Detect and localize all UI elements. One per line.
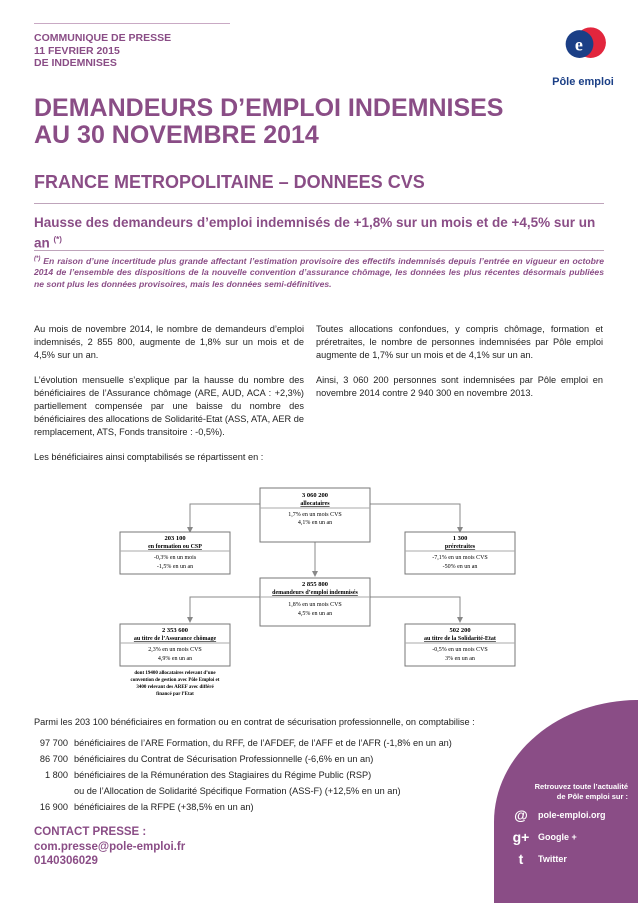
node-value: 3 060 200 bbox=[302, 492, 328, 499]
paragraph: Ainsi, 3 060 200 personnes sont indemnisées par Pôle emploi en novembre 2014 contre 2 940 300 en novembre 2013. bbox=[316, 375, 603, 398]
node-year: 4,1% en un an bbox=[297, 520, 333, 526]
link-label: Twitter bbox=[538, 854, 567, 864]
top-rule bbox=[34, 23, 230, 24]
headline-footnote-mark: (*) bbox=[53, 235, 62, 244]
node-month: -0,5% en un mois CVS bbox=[432, 647, 488, 653]
node-month: -0,3% en un mois bbox=[153, 555, 197, 561]
node-label: au titre de la Solidarité-Etat bbox=[424, 636, 496, 642]
press-contact bbox=[34, 825, 185, 869]
footnote-text: En raison d’une incertitude plus grande affectant l’estimation provisoire des effectifs indemnisés depuis l’entrée en vigueur en octobre 2014 de l’ensemble des dispositions de la nouvelle convention d’assurance chômage, les données les plus récentes désormais publiées ne sont plus les données provisoires, mais les données semi-définitives. bbox=[34, 255, 604, 289]
item-count: 97 700 bbox=[39, 738, 68, 748]
link-label: pole-emploi.org bbox=[538, 810, 606, 820]
box-preretraites bbox=[405, 532, 515, 574]
node-label: préretraites bbox=[444, 544, 476, 550]
node-value: 2 855 800 bbox=[302, 581, 328, 588]
press-header bbox=[34, 32, 171, 70]
item-text: bénéficiaires du Contrat de Sécurisation Professionnelle (-6,6% en un an) bbox=[74, 754, 374, 764]
footnote-line: convention de gestion avec Pôle Emploi et bbox=[130, 678, 220, 683]
paragraph: Toutes allocations confondues, y compris chômage, formation et préretraites, le nombre de personnes indemnisées par Pôle emploi augmente de 1,7% sur un mois et de 4,1% sur un an. bbox=[316, 324, 603, 360]
item-text: bénéficiaires de la Rémunération des Stagiaires du Régime Public (RSP) bbox=[74, 770, 372, 780]
body-left-column bbox=[34, 323, 304, 464]
sidebar-title-line: Retrouvez toute l’actualité bbox=[534, 782, 628, 791]
node-year: -1,5% en un an bbox=[156, 564, 194, 570]
node-month: -7,1% en un mois CVS bbox=[432, 555, 488, 561]
node-year: 4,9% en un an bbox=[157, 656, 193, 662]
item-count: 16 900 bbox=[39, 802, 68, 812]
node-year: -50% en un an bbox=[442, 564, 478, 570]
footnote bbox=[34, 254, 604, 290]
footnote-line: dont 19400 allocataires relevant d’une bbox=[134, 671, 216, 676]
footnote-line: 3400 relevant des AREF avec différé bbox=[136, 685, 214, 690]
node-year: 3% en un an bbox=[445, 656, 475, 662]
node-month: 1,8% en un mois CVS bbox=[288, 602, 342, 608]
item-text: bénéficiaires de l’ARE Formation, du RFF, de l’AFDEF, de l’AFF et de l’AFR (-1,8% en un an) bbox=[74, 738, 452, 748]
breakdown-intro: Parmi les 203 100 bénéficiaires en formation ou en contrat de sécurisation professionnelle, on comptabilise : bbox=[34, 717, 475, 727]
doc-type: COMMUNIQUE DE PRESSE bbox=[34, 32, 172, 44]
page-title bbox=[34, 95, 614, 149]
breakdown-diagram bbox=[110, 482, 540, 704]
link-label: Google + bbox=[538, 832, 577, 842]
svg-text:e: e bbox=[574, 34, 583, 55]
doc-date: 11 FEVRIER 2015 bbox=[34, 44, 120, 57]
list-item bbox=[34, 783, 504, 799]
list-item bbox=[34, 735, 504, 751]
node-label: en formation ou CSP bbox=[148, 544, 202, 550]
box-solidarite-etat bbox=[405, 624, 515, 666]
contact-label: CONTACT PRESSE : bbox=[34, 826, 147, 838]
node-year: 4,5% en un an bbox=[297, 611, 333, 617]
doc-topic: DE INDEMNISES bbox=[34, 57, 117, 69]
list-item bbox=[34, 751, 504, 767]
paragraph: Les bénéficiaires ainsi comptabilisés se répartissent en : bbox=[34, 452, 264, 462]
separator bbox=[34, 203, 604, 204]
list-item bbox=[34, 799, 504, 815]
box-formation bbox=[120, 532, 230, 574]
sidebar-title-line: de Pôle emploi sur : bbox=[556, 791, 628, 801]
headline-text: Hausse des demandeurs d’emploi indemnisés de +1,8% sur un mois et de +4,5% sur un an bbox=[34, 215, 596, 251]
paragraph: L’évolution mensuelle s’explique par la hausse du nombre des bénéficiaires de l’Assurance chômage (ARE, AUD, ACA : +2,3%) partiellement compensée par une baisse du nombre des bénéficiaires des allocations de Solidarité-Etat (ASS, ATA, AER de remplacement, ATS, Fonds transitoire : -0,5%). bbox=[34, 375, 304, 437]
breakdown-list bbox=[34, 735, 504, 815]
page-subtitle: FRANCE METROPOLITAINE – DONNEES CVS bbox=[34, 172, 425, 192]
footnote-mark: (*) bbox=[34, 256, 41, 262]
node-value: 1 300 bbox=[452, 535, 468, 542]
item-count: 1 800 bbox=[45, 770, 68, 780]
node-label: demandeurs d’emploi indemnisés bbox=[272, 590, 358, 596]
logo-text: Pôle emploi bbox=[552, 76, 614, 88]
pole-emploi-logo bbox=[538, 26, 628, 76]
contact-phone: 0140306029 bbox=[34, 855, 98, 867]
item-text: ou de l’Allocation de Solidarité Spécifique Formation (ASS-F) (+12,5% en un an) bbox=[74, 786, 401, 796]
item-count: 86 700 bbox=[39, 754, 68, 764]
body-right-column bbox=[316, 323, 603, 412]
link-pole-emploi-org[interactable] bbox=[510, 806, 620, 824]
node-label: allocataires bbox=[300, 501, 330, 507]
link-twitter[interactable] bbox=[510, 850, 620, 868]
headline bbox=[34, 214, 604, 252]
node-month: 1,7% en un mois CVS bbox=[288, 512, 342, 518]
link-google-plus[interactable] bbox=[510, 828, 620, 846]
contact-email[interactable]: com.presse@pole-emploi.fr bbox=[34, 840, 186, 853]
footnote-line: financé par l’Etat bbox=[156, 692, 194, 697]
box-demandeurs bbox=[260, 578, 370, 626]
google-plus-icon: g+ bbox=[512, 829, 530, 845]
title-line-2: AU 30 NOVEMBRE 2014 bbox=[34, 121, 319, 149]
twitter-icon: t bbox=[518, 851, 524, 867]
box-assurance-footnote bbox=[131, 671, 220, 697]
at-icon: @ bbox=[514, 807, 528, 823]
separator bbox=[34, 250, 604, 251]
list-item bbox=[34, 767, 504, 783]
box-allocataires bbox=[260, 488, 370, 542]
item-text: bénéficiaires de la RFPE (+38,5% en un an) bbox=[74, 802, 254, 812]
paragraph: Au mois de novembre 2014, le nombre de demandeurs d’emploi indemnisés, 2 855 800, augmente de 1,8% sur un mois et de 4,5% sur un an. bbox=[34, 324, 304, 360]
node-label: au titre de l’Assurance chômage bbox=[133, 636, 217, 642]
node-value: 2 353 600 bbox=[162, 627, 188, 634]
box-assurance-chomage bbox=[120, 624, 230, 666]
sidebar-title bbox=[510, 782, 628, 801]
node-month: 2,3% en un mois CVS bbox=[148, 647, 202, 653]
social-sidebar bbox=[494, 700, 638, 903]
title-line-1: DEMANDEURS D’EMPLOI INDEMNISES bbox=[34, 94, 504, 122]
node-value: 502 200 bbox=[449, 627, 471, 634]
node-value: 203 100 bbox=[164, 535, 186, 542]
